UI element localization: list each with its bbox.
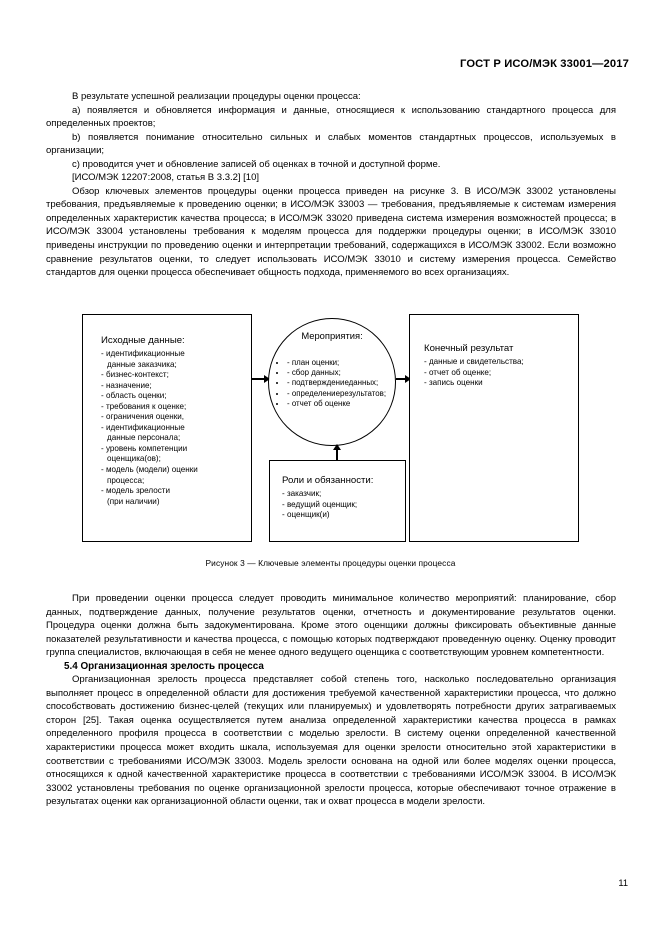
list-item: - отчет об оценке; [424, 367, 492, 377]
figure-caption: Рисунок 3 — Ключевые элементы процедуры оценки процесса [205, 558, 456, 568]
list-item: - запись оценки [424, 378, 483, 388]
list-item: - оценщик(и) [282, 510, 330, 520]
activities-list [269, 358, 395, 409]
list-item: - назначение; [101, 380, 152, 390]
diagram-node-final-result [409, 314, 579, 542]
list-item: - область оценки; [101, 391, 167, 401]
list-item: - данные и свидетельства; [424, 357, 524, 366]
arrow-input-to-activities-icon [252, 378, 269, 380]
list-item: - ведущий оценщик; [282, 499, 358, 509]
list-item: • - определениерезультатов; [287, 389, 395, 399]
list-item: - модель зрелости (при наличии) [101, 486, 171, 506]
paragraph-overview: Обзор ключевых элементов процедуры оценки процесса приведен на рисунке 3. В ИСО/МЭК 33002 установлены требования, предъявляемые к проведению оценки; в ИСО/МЭК 33003 — требования, предъявляемые к системам измерения определенных характеристик качества процесса; в ИСО/МЭК 33020 приведена система измерения возможностей процесса; в ИСО/МЭК 33004 установлены требования к моделям процесса для поддержки процедуры оценки; в ИСО/МЭК 33010 приведены инструкции по проведению оценки и интерпретации требований, содержащихся в ИСО/МЭК 33002. Если возможно сравнение результатов оценки, то следует использовать ИСО/МЭК 33010 и систему измерения процесса. Семейство стандартов для оценки процесса обеспечивает общность подхода, применяемого во всех организациях. [46, 185, 616, 279]
upper-text-column [46, 90, 616, 280]
final-result-list [424, 357, 578, 389]
arrow-roles-to-activities-icon [336, 445, 338, 461]
list-item: - бизнес-контекст; [101, 370, 169, 380]
process-assessment-diagram [82, 312, 579, 544]
list-item: - ограничения оценки, [101, 412, 185, 422]
final-result-title: Конечный результат [424, 343, 514, 354]
roles-title: Роли и обязанности: [282, 475, 374, 486]
paragraph-maturity: Организационная зрелость процесса представляет собой степень того, насколько последовательно организация выполняет процесс в определенной области для достижения требуемой качественной характеристики процесса, что должно способствовать достижению бизнес-целей (текущих или планируемых) и удовлетворять потребности других затрагиваемых сторон [25]. Такая оценка осуществляется путем анализа определенной характеристики качества процесса в рамках определенного профиля процесса в соответствии с моделью зрелости. В систему оценки определенной качественной характеристики процесса может входить шкала, используемая для оценки зрелости относительно этой характеристики в соответствии с требованиями ИСО/МЭК 33003. Модель зрелости основана на одной или более моделях оценки процесса, относящихся к одной качественной характеристике процесса в соответствии с требованиями ИСО/МЭК 33004. В ИСО/МЭК 33002 установлены требования по оценке организационной зрелости процесса, которые обеспечивают точное отражение в результатах оценки как организационной области оценки, так и охват процесса в модели зрелости. [46, 674, 616, 808]
paragraph-item-a: а) появляется и обновляется информация и данные, относящиеся к использованию стандартного процесса для определенных проектов; [46, 104, 616, 130]
diagram-node-activities [268, 318, 396, 446]
list-item: • - план оценки; [287, 358, 395, 368]
list-item: • - отчет об оценке [287, 399, 395, 409]
list-item: - идентификационные данные персонала; [101, 422, 185, 443]
list-item: - модель (модели) оценки процесса; [101, 465, 198, 485]
paragraph-intro: В результате успешной реализации процедуры оценки процесса: [72, 91, 361, 102]
list-item: • - подтверждениеданных; [287, 378, 395, 388]
list-item: - требования к оценке; [101, 401, 187, 411]
document-header-standard-number: ГОСТ Р ИСО/МЭК 33001—2017 [459, 58, 629, 70]
input-data-title: Исходные данные: [101, 335, 185, 346]
paragraph-reference: [ИСО/МЭК 12207:2008, статья В 3.3.2] [10] [72, 172, 260, 184]
paragraph-item-c: c) проводится учет и обновление записей об оценках в точной и доступной форме. [72, 158, 441, 170]
roles-list [282, 489, 405, 521]
arrow-activities-to-output-icon [396, 378, 410, 380]
page-number: 11 [618, 878, 628, 888]
diagram-node-roles-responsibilities [269, 460, 406, 542]
list-item: - заказчик; [282, 489, 322, 498]
activities-title: Мероприятия: [301, 330, 363, 341]
section-heading-5-4: 5.4 Организационная зрелость процесса [64, 660, 264, 672]
list-item: - идентификационные данные заказчика; [101, 349, 185, 369]
paragraph-assessment: При проведении оценки процесса следует проводить минимальное количество мероприятий: планирование, сбор данных, подтверждение данных, получение результатов оценки, отчетность и документирование результатов оценки. Процедура оценки должна быть задокументирована. Кроме этого оценщики должны фиксировать объективные данные показателей результативности и качества процесса, с помощью которых подтверждают проведенную оценку. Оценку проводит группа специалистов, включающая в себя не менее одного ведущего оценщика с соответствующим уровнем компетентности. [46, 593, 616, 659]
figure-3 [0, 312, 661, 568]
lower-text-column [46, 592, 616, 809]
paragraph-item-b: b) появляется понимание относительно сильных и слабых моментов стандартных процессов, используемых в организации; [46, 131, 616, 157]
input-data-list [101, 349, 251, 507]
diagram-node-input-data [82, 314, 252, 542]
list-item: - уровень компетенции оценщика(ов); [101, 443, 188, 464]
list-item: • - сбор данных; [287, 368, 395, 378]
